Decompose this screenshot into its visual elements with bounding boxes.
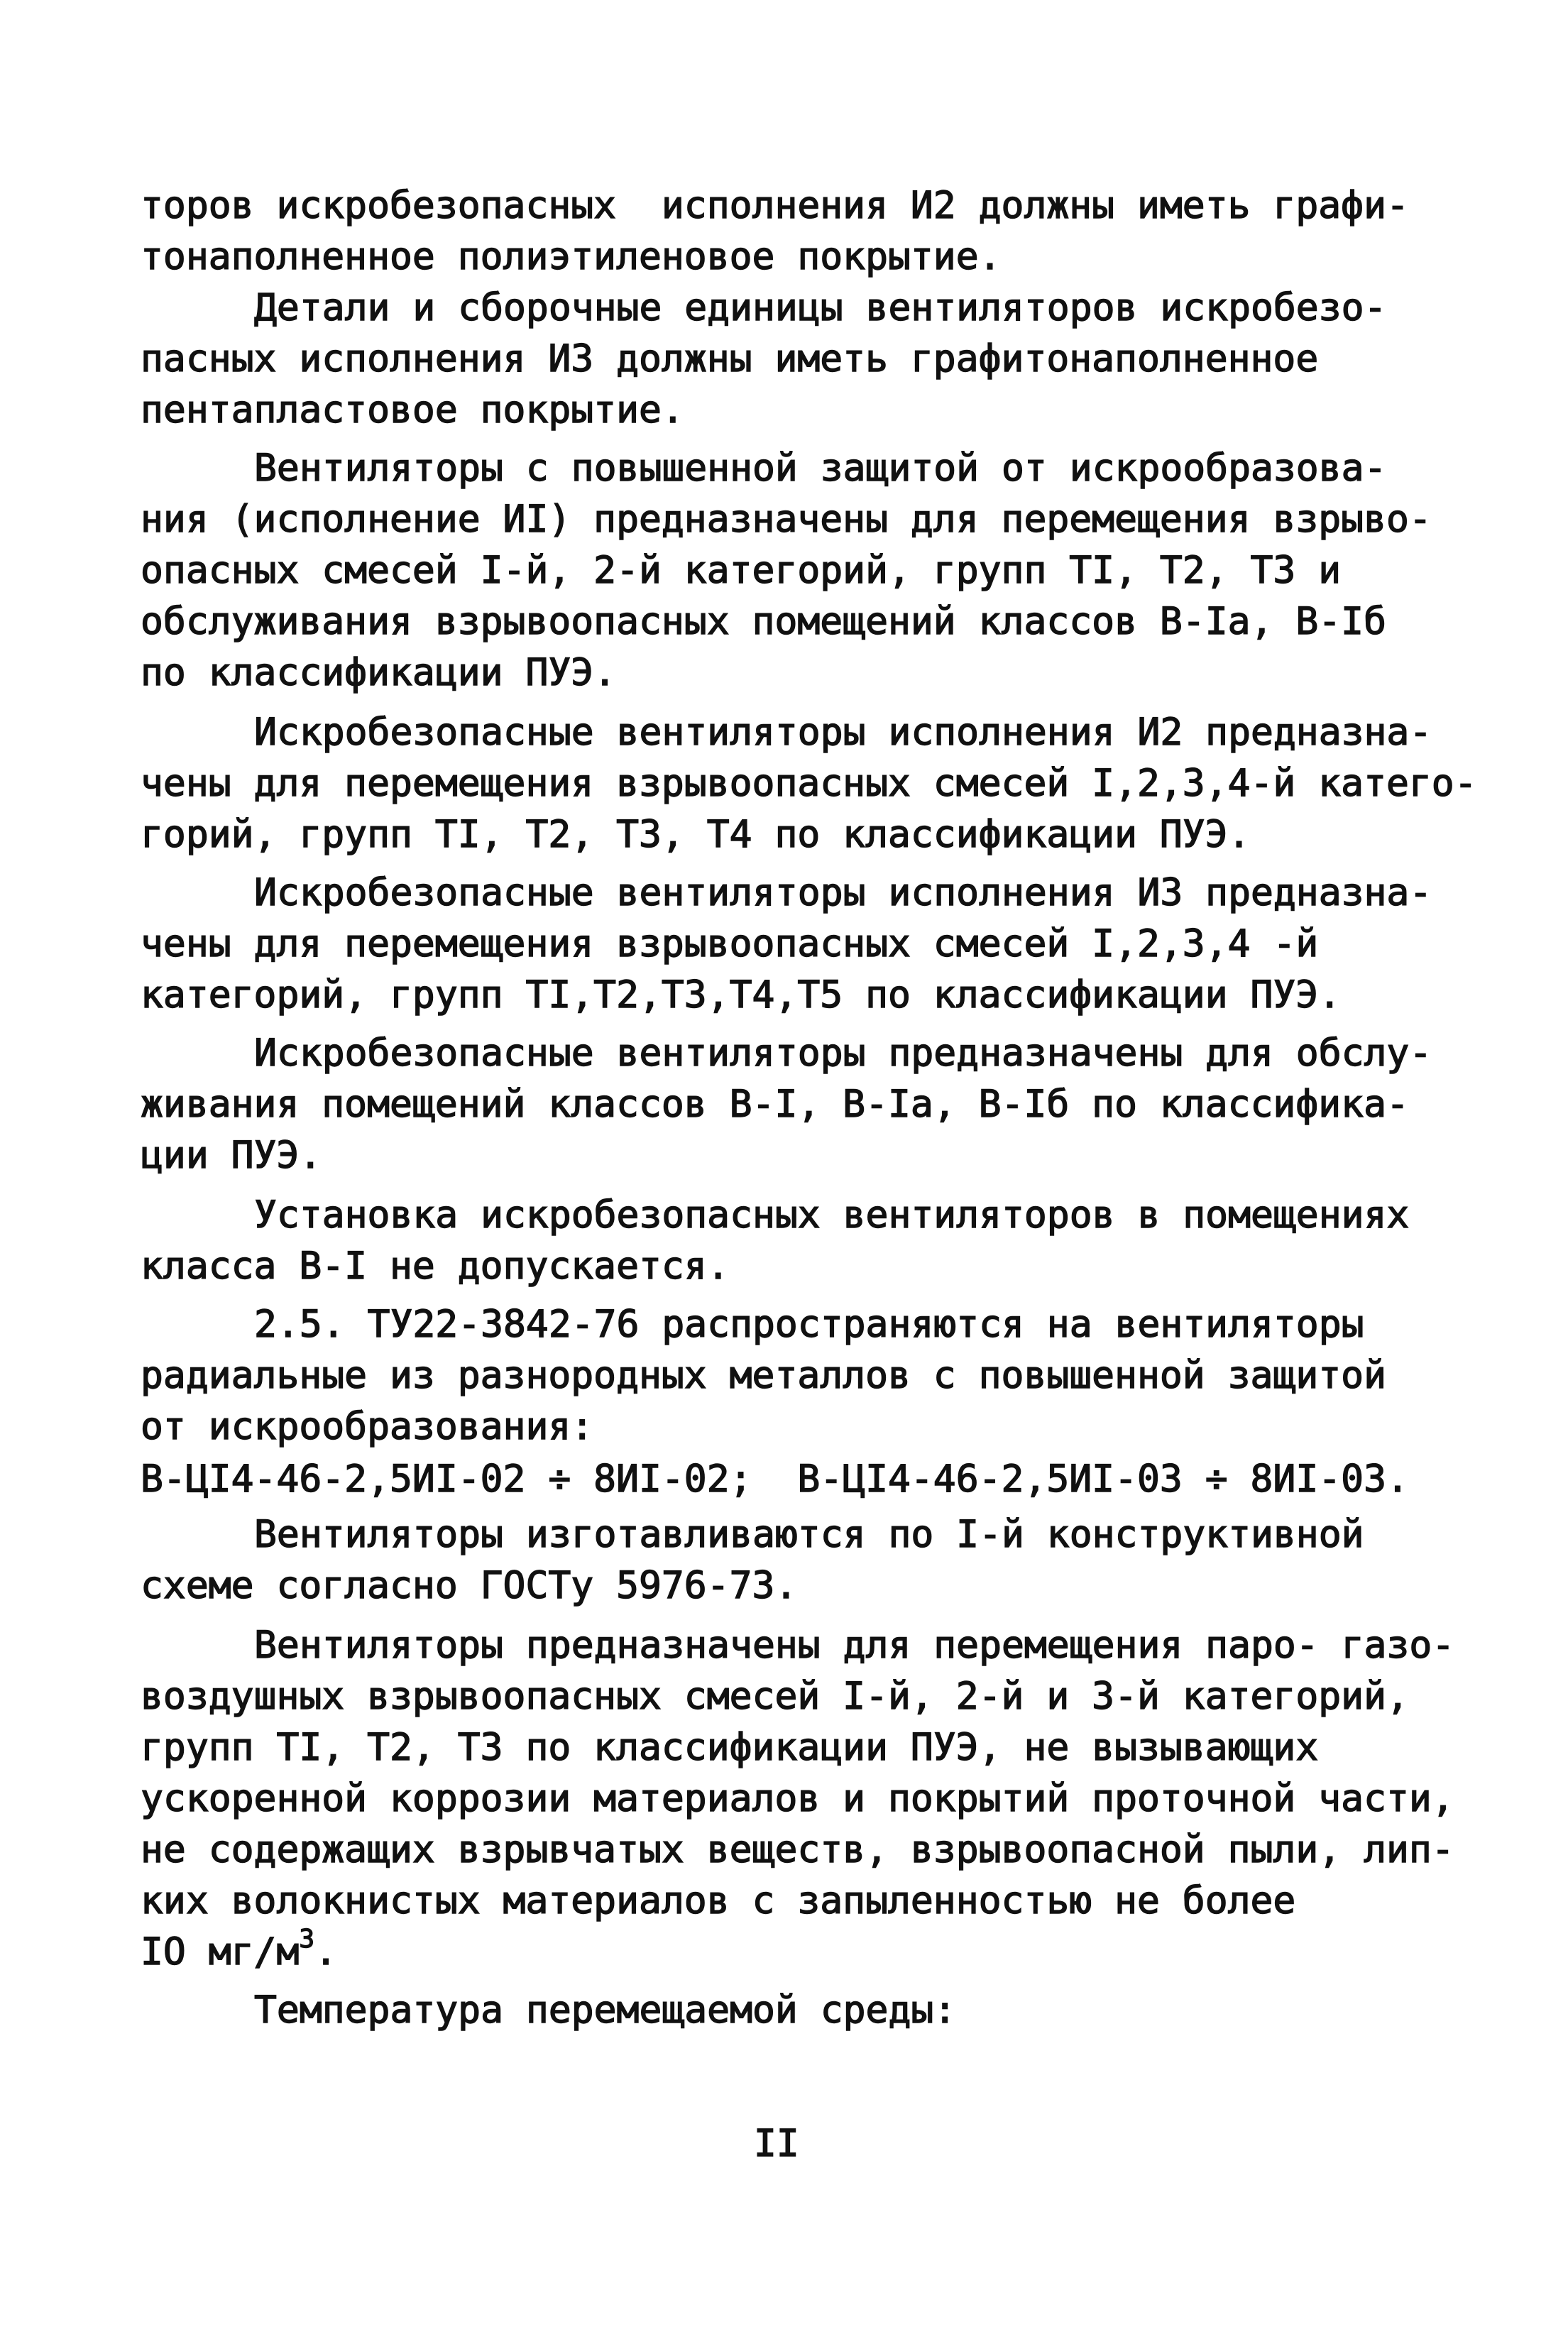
text-line-34: [141, 1925, 337, 1975]
text-line-14: Искробезопасные вентиляторы исполнения И3 предназна-: [254, 871, 1432, 914]
text-line-1: торов искробезопасных исполнения И2 должны иметь графи-: [141, 184, 1409, 227]
text-line-17: Искробезопасные вентиляторы предназначены для обслу-: [254, 1032, 1432, 1075]
text-line-9: обслуживания взрывоопасных помещений классов В-Iа, В-Iб: [141, 600, 1386, 643]
text-line-19: ции ПУЭ.: [141, 1134, 322, 1177]
text-line-32: не содержащих взрывчатых веществ, взрывоопасной пыли, лип-: [141, 1828, 1454, 1871]
text-line-5: пентапластовое покрытие.: [141, 388, 684, 432]
text-line-23: радиальные из разнородных металлов с повышенной защитой: [141, 1354, 1386, 1397]
text-line-35: Температура перемещаемой среды:: [254, 1988, 957, 2032]
text-line-22: 2.5. ТУ22-3842-76 распространяются на вентиляторы: [254, 1303, 1364, 1346]
unit-text: IO мг/м: [141, 1930, 300, 1974]
text-line-21: класса В-I не допускается.: [141, 1244, 730, 1288]
text-line-12: чены для перемещения взрывоопасных смесей I,2,3,4-й катего-: [141, 762, 1477, 805]
text-line-26: Вентиляторы изготавливаются по I-й конструктивной: [254, 1513, 1364, 1556]
text-line-27: схеме согласно ГОСТу 5976-73.: [141, 1564, 798, 1607]
text-line-33: ких волокнистых материалов с запыленностью не более: [141, 1879, 1296, 1922]
superscript-three: 3: [299, 1925, 315, 1954]
text-line-16: категорий, групп ТI,Т2,Т3,Т4,Т5 по классификации ПУЭ.: [141, 973, 1342, 1017]
text-line-10: по классификации ПУЭ.: [141, 651, 617, 694]
text-line-18: живания помещений классов В-I, В-Iа, В-Iб по классифика-: [141, 1083, 1409, 1126]
text-line-3: Детали и сборочные единицы вентиляторов искробезо-: [254, 286, 1387, 329]
text-line-15: чены для перемещения взрывоопасных смесей I,2,3,4 -й: [141, 922, 1319, 965]
page-number: II: [754, 2122, 799, 2165]
text-line-13: горий, групп ТI, Т2, Т3, Т4 по классификации ПУЭ.: [141, 813, 1251, 856]
text-line-20: Установка искробезопасных вентиляторов в помещениях: [254, 1193, 1410, 1237]
text-line-24: от искрообразования:: [141, 1405, 594, 1448]
text-line-4: пасных исполнения И3 должны иметь графитонаполненное: [141, 337, 1319, 381]
text-line-29: воздушных взрывоопасных смесей I-й, 2-й и 3-й категорий,: [141, 1675, 1409, 1718]
line-end-period: .: [314, 1930, 337, 1974]
text-line-25: В-ЦI4-46-2,5ИI-02 ÷ 8ИI-02; В-ЦI4-46-2,5ИI-03 ÷ 8ИI-03.: [141, 1457, 1409, 1501]
text-line-11: Искробезопасные вентиляторы исполнения И2 предназна-: [254, 711, 1432, 754]
text-line-6: Вентиляторы с повышенной защитой от искрообразова-: [254, 447, 1387, 490]
text-line-31: ускоренной коррозии материалов и покрытий проточной части,: [141, 1777, 1454, 1820]
text-line-30: групп ТI, Т2, Т3 по классификации ПУЭ, не вызывающих: [141, 1726, 1319, 1769]
text-line-7: ния (исполнение ИI) предназначены для перемещения взрыво-: [141, 498, 1432, 541]
text-line-28: Вентиляторы предназначены для перемещения паро- газо-: [254, 1624, 1455, 1667]
text-line-8: опасных смесей I-й, 2-й категорий, групп ТI, Т2, Т3 и: [141, 549, 1342, 592]
text-line-2: тонаполненное полиэтиленовое покрытие.: [141, 235, 1002, 278]
